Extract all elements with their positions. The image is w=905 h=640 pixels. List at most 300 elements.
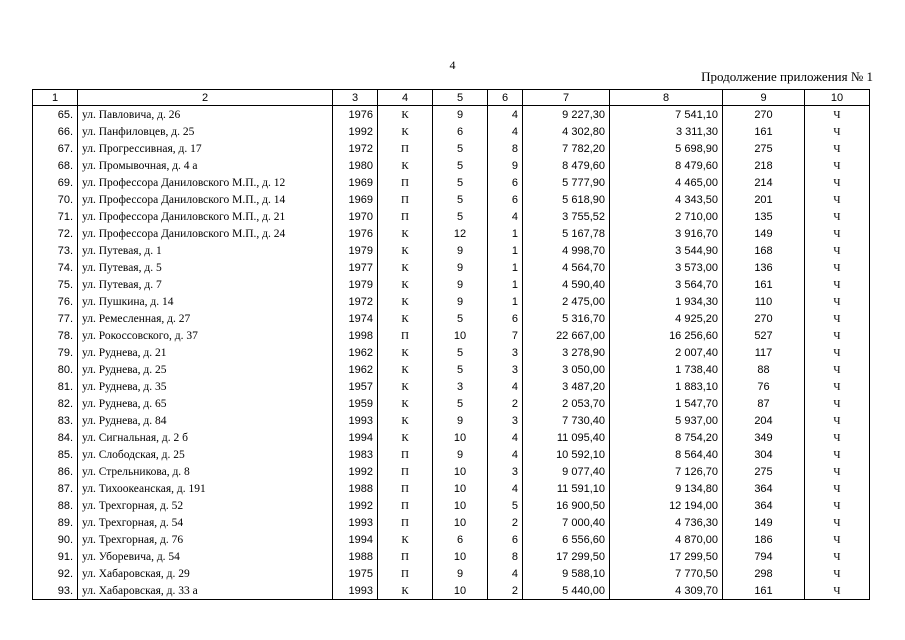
cell-row-number: 74. [33, 259, 78, 276]
column-header: 2 [78, 90, 333, 106]
cell-row-number: 77. [33, 310, 78, 327]
cell-total-area: 4 302,80 [523, 123, 610, 140]
cell-total-area: 7 782,20 [523, 140, 610, 157]
cell-total-area: 3 487,20 [523, 378, 610, 395]
table-row [33, 259, 870, 276]
cell-year-built: 1972 [333, 140, 378, 157]
cell-row-number: 91. [33, 548, 78, 565]
cell-floors: 10 [433, 463, 488, 480]
cell-total-area: 17 299,50 [523, 548, 610, 565]
cell-living-area: 3 544,90 [610, 242, 723, 259]
table-row [33, 361, 870, 378]
cell-total-area: 4 998,70 [523, 242, 610, 259]
cell-entrances: 4 [488, 123, 523, 140]
cell-row-number: 82. [33, 395, 78, 412]
cell-wall-material: К [378, 225, 433, 242]
cell-living-area: 7 126,70 [610, 463, 723, 480]
column-header: 3 [333, 90, 378, 106]
cell-ownership-type: Ч [805, 480, 870, 497]
cell-floors: 10 [433, 480, 488, 497]
cell-ownership-type: Ч [805, 123, 870, 140]
table-row [33, 565, 870, 582]
cell-residents: 149 [723, 225, 805, 242]
cell-living-area: 8 479,60 [610, 157, 723, 174]
cell-wall-material: П [378, 548, 433, 565]
cell-floors: 5 [433, 174, 488, 191]
cell-entrances: 4 [488, 429, 523, 446]
cell-address: ул. Руднева, д. 65 [78, 395, 333, 412]
cell-wall-material: К [378, 276, 433, 293]
cell-entrances: 2 [488, 395, 523, 412]
cell-living-area: 4 465,00 [610, 174, 723, 191]
cell-residents: 88 [723, 361, 805, 378]
cell-address: ул. Пушкина, д. 14 [78, 293, 333, 310]
table-row [33, 531, 870, 548]
cell-wall-material: К [378, 293, 433, 310]
cell-wall-material: К [378, 412, 433, 429]
cell-ownership-type: Ч [805, 412, 870, 429]
cell-ownership-type: Ч [805, 531, 870, 548]
cell-year-built: 1998 [333, 327, 378, 344]
cell-year-built: 1972 [333, 293, 378, 310]
cell-entrances: 1 [488, 259, 523, 276]
table-row [33, 412, 870, 429]
cell-total-area: 11 095,40 [523, 429, 610, 446]
table-row [33, 106, 870, 124]
cell-wall-material: К [378, 361, 433, 378]
cell-wall-material: П [378, 208, 433, 225]
cell-row-number: 76. [33, 293, 78, 310]
cell-wall-material: П [378, 327, 433, 344]
cell-row-number: 70. [33, 191, 78, 208]
cell-residents: 201 [723, 191, 805, 208]
table-row [33, 548, 870, 565]
column-header: 6 [488, 90, 523, 106]
cell-wall-material: К [378, 106, 433, 124]
cell-floors: 5 [433, 191, 488, 208]
cell-row-number: 81. [33, 378, 78, 395]
cell-row-number: 87. [33, 480, 78, 497]
cell-living-area: 1 934,30 [610, 293, 723, 310]
cell-year-built: 1969 [333, 174, 378, 191]
column-header: 1 [33, 90, 78, 106]
cell-ownership-type: Ч [805, 378, 870, 395]
cell-wall-material: К [378, 344, 433, 361]
cell-residents: 149 [723, 514, 805, 531]
cell-total-area: 3 050,00 [523, 361, 610, 378]
cell-address: ул. Хабаровская, д. 33 а [78, 582, 333, 600]
cell-row-number: 72. [33, 225, 78, 242]
table-row [33, 463, 870, 480]
cell-living-area: 1 547,70 [610, 395, 723, 412]
table-row [33, 480, 870, 497]
cell-floors: 5 [433, 395, 488, 412]
cell-total-area: 8 479,60 [523, 157, 610, 174]
cell-ownership-type: Ч [805, 225, 870, 242]
cell-residents: 204 [723, 412, 805, 429]
cell-total-area: 9 077,40 [523, 463, 610, 480]
cell-year-built: 1959 [333, 395, 378, 412]
cell-wall-material: К [378, 582, 433, 600]
cell-row-number: 86. [33, 463, 78, 480]
cell-row-number: 92. [33, 565, 78, 582]
cell-year-built: 1962 [333, 344, 378, 361]
column-header: 5 [433, 90, 488, 106]
cell-residents: 364 [723, 497, 805, 514]
cell-living-area: 4 736,30 [610, 514, 723, 531]
cell-total-area: 5 316,70 [523, 310, 610, 327]
cell-address: ул. Путевая, д. 5 [78, 259, 333, 276]
cell-row-number: 93. [33, 582, 78, 600]
cell-floors: 10 [433, 497, 488, 514]
cell-total-area: 6 556,60 [523, 531, 610, 548]
cell-entrances: 4 [488, 208, 523, 225]
cell-total-area: 3 278,90 [523, 344, 610, 361]
cell-address: ул. Профессора Даниловского М.П., д. 21 [78, 208, 333, 225]
cell-wall-material: К [378, 395, 433, 412]
cell-row-number: 67. [33, 140, 78, 157]
cell-total-area: 2 475,00 [523, 293, 610, 310]
table-row [33, 310, 870, 327]
table-row [33, 344, 870, 361]
cell-living-area: 8 564,40 [610, 446, 723, 463]
cell-row-number: 88. [33, 497, 78, 514]
cell-total-area: 5 167,78 [523, 225, 610, 242]
cell-entrances: 6 [488, 531, 523, 548]
table-row [33, 140, 870, 157]
cell-wall-material: П [378, 463, 433, 480]
cell-total-area: 2 053,70 [523, 395, 610, 412]
cell-wall-material: К [378, 378, 433, 395]
cell-wall-material: К [378, 123, 433, 140]
cell-total-area: 5 777,90 [523, 174, 610, 191]
table-row [33, 191, 870, 208]
cell-living-area: 7 770,50 [610, 565, 723, 582]
cell-living-area: 5 937,00 [610, 412, 723, 429]
cell-residents: 364 [723, 480, 805, 497]
cell-residents: 168 [723, 242, 805, 259]
cell-residents: 135 [723, 208, 805, 225]
cell-total-area: 3 755,52 [523, 208, 610, 225]
cell-living-area: 9 134,80 [610, 480, 723, 497]
cell-living-area: 4 925,20 [610, 310, 723, 327]
cell-address: ул. Панфиловцев, д. 25 [78, 123, 333, 140]
cell-entrances: 2 [488, 582, 523, 600]
cell-ownership-type: Ч [805, 327, 870, 344]
cell-living-area: 1 883,10 [610, 378, 723, 395]
cell-wall-material: П [378, 480, 433, 497]
cell-floors: 10 [433, 514, 488, 531]
cell-residents: 161 [723, 123, 805, 140]
cell-ownership-type: Ч [805, 140, 870, 157]
cell-ownership-type: Ч [805, 395, 870, 412]
cell-wall-material: К [378, 429, 433, 446]
cell-wall-material: К [378, 531, 433, 548]
cell-entrances: 9 [488, 157, 523, 174]
cell-residents: 161 [723, 276, 805, 293]
cell-entrances: 6 [488, 191, 523, 208]
cell-wall-material: П [378, 514, 433, 531]
cell-ownership-type: Ч [805, 191, 870, 208]
cell-floors: 10 [433, 429, 488, 446]
cell-row-number: 89. [33, 514, 78, 531]
continuation-label: Продолжение приложения № 1 [701, 69, 873, 84]
cell-year-built: 1976 [333, 106, 378, 124]
cell-entrances: 8 [488, 548, 523, 565]
cell-address: ул. Руднева, д. 84 [78, 412, 333, 429]
cell-floors: 5 [433, 208, 488, 225]
cell-ownership-type: Ч [805, 157, 870, 174]
cell-year-built: 1992 [333, 123, 378, 140]
cell-year-built: 1974 [333, 310, 378, 327]
cell-residents: 136 [723, 259, 805, 276]
cell-entrances: 6 [488, 174, 523, 191]
cell-year-built: 1983 [333, 446, 378, 463]
cell-ownership-type: Ч [805, 242, 870, 259]
table-row [33, 429, 870, 446]
cell-entrances: 4 [488, 378, 523, 395]
cell-total-area: 4 590,40 [523, 276, 610, 293]
cell-living-area: 3 311,30 [610, 123, 723, 140]
cell-living-area: 4 343,50 [610, 191, 723, 208]
cell-address: ул. Сигнальная, д. 2 б [78, 429, 333, 446]
table-row [33, 497, 870, 514]
cell-living-area: 2 710,00 [610, 208, 723, 225]
cell-residents: 527 [723, 327, 805, 344]
cell-address: ул. Трехгорная, д. 54 [78, 514, 333, 531]
cell-address: ул. Трехгорная, д. 76 [78, 531, 333, 548]
cell-floors: 9 [433, 106, 488, 124]
cell-floors: 10 [433, 327, 488, 344]
cell-address: ул. Уборевича, д. 54 [78, 548, 333, 565]
cell-ownership-type: Ч [805, 310, 870, 327]
table-row [33, 157, 870, 174]
table-row [33, 293, 870, 310]
cell-residents: 298 [723, 565, 805, 582]
cell-address: ул. Тихоокеанская, д. 191 [78, 480, 333, 497]
cell-residents: 214 [723, 174, 805, 191]
cell-total-area: 9 588,10 [523, 565, 610, 582]
cell-total-area: 9 227,30 [523, 106, 610, 124]
cell-address: ул. Профессора Даниловского М.П., д. 24 [78, 225, 333, 242]
cell-row-number: 79. [33, 344, 78, 361]
cell-total-area: 4 564,70 [523, 259, 610, 276]
cell-floors: 5 [433, 157, 488, 174]
cell-address: ул. Рокоссовского, д. 37 [78, 327, 333, 344]
cell-floors: 9 [433, 412, 488, 429]
cell-row-number: 90. [33, 531, 78, 548]
cell-row-number: 75. [33, 276, 78, 293]
cell-row-number: 68. [33, 157, 78, 174]
column-header: 9 [723, 90, 805, 106]
cell-residents: 304 [723, 446, 805, 463]
cell-ownership-type: Ч [805, 361, 870, 378]
cell-year-built: 1975 [333, 565, 378, 582]
cell-entrances: 4 [488, 480, 523, 497]
table-row [33, 123, 870, 140]
table-row [33, 514, 870, 531]
cell-ownership-type: Ч [805, 429, 870, 446]
cell-floors: 5 [433, 310, 488, 327]
cell-wall-material: К [378, 310, 433, 327]
cell-address: ул. Прогрессивная, д. 17 [78, 140, 333, 157]
cell-address: ул. Ремесленная, д. 27 [78, 310, 333, 327]
cell-ownership-type: Ч [805, 548, 870, 565]
cell-floors: 5 [433, 140, 488, 157]
column-header: 8 [610, 90, 723, 106]
table-row [33, 378, 870, 395]
cell-residents: 270 [723, 106, 805, 124]
table-body [33, 106, 870, 600]
cell-living-area: 3 564,70 [610, 276, 723, 293]
cell-year-built: 1962 [333, 361, 378, 378]
cell-entrances: 3 [488, 412, 523, 429]
cell-entrances: 1 [488, 293, 523, 310]
cell-total-area: 11 591,10 [523, 480, 610, 497]
column-header: 10 [805, 90, 870, 106]
cell-ownership-type: Ч [805, 344, 870, 361]
cell-entrances: 1 [488, 242, 523, 259]
cell-row-number: 73. [33, 242, 78, 259]
cell-residents: 275 [723, 463, 805, 480]
cell-wall-material: П [378, 174, 433, 191]
cell-wall-material: П [378, 565, 433, 582]
cell-address: ул. Руднева, д. 21 [78, 344, 333, 361]
cell-residents: 161 [723, 582, 805, 600]
cell-address: ул. Руднева, д. 35 [78, 378, 333, 395]
cell-floors: 9 [433, 565, 488, 582]
cell-ownership-type: Ч [805, 259, 870, 276]
cell-entrances: 1 [488, 225, 523, 242]
cell-floors: 3 [433, 378, 488, 395]
cell-year-built: 1988 [333, 480, 378, 497]
column-header: 7 [523, 90, 610, 106]
cell-total-area: 22 667,00 [523, 327, 610, 344]
table-row [33, 225, 870, 242]
cell-wall-material: К [378, 157, 433, 174]
cell-address: ул. Промывочная, д. 4 а [78, 157, 333, 174]
cell-row-number: 65. [33, 106, 78, 124]
cell-address: ул. Хабаровская, д. 29 [78, 565, 333, 582]
cell-living-area: 4 309,70 [610, 582, 723, 600]
cell-living-area: 17 299,50 [610, 548, 723, 565]
cell-floors: 9 [433, 259, 488, 276]
cell-living-area: 8 754,20 [610, 429, 723, 446]
cell-year-built: 1992 [333, 463, 378, 480]
cell-year-built: 1969 [333, 191, 378, 208]
cell-entrances: 3 [488, 361, 523, 378]
cell-address: ул. Профессора Даниловского М.П., д. 14 [78, 191, 333, 208]
cell-floors: 12 [433, 225, 488, 242]
cell-ownership-type: Ч [805, 582, 870, 600]
cell-wall-material: П [378, 446, 433, 463]
cell-year-built: 1979 [333, 242, 378, 259]
cell-row-number: 84. [33, 429, 78, 446]
cell-floors: 6 [433, 531, 488, 548]
cell-residents: 794 [723, 548, 805, 565]
cell-entrances: 3 [488, 463, 523, 480]
cell-row-number: 80. [33, 361, 78, 378]
cell-address: ул. Путевая, д. 7 [78, 276, 333, 293]
table-row [33, 174, 870, 191]
cell-residents: 270 [723, 310, 805, 327]
cell-year-built: 1970 [333, 208, 378, 225]
cell-living-area: 2 007,40 [610, 344, 723, 361]
cell-row-number: 66. [33, 123, 78, 140]
cell-entrances: 6 [488, 310, 523, 327]
cell-ownership-type: Ч [805, 106, 870, 124]
table-row [33, 582, 870, 600]
cell-total-area: 7 000,40 [523, 514, 610, 531]
cell-year-built: 1988 [333, 548, 378, 565]
header-row [33, 90, 870, 106]
cell-living-area: 1 738,40 [610, 361, 723, 378]
table-row [33, 327, 870, 344]
cell-residents: 275 [723, 140, 805, 157]
cell-ownership-type: Ч [805, 293, 870, 310]
column-header: 4 [378, 90, 433, 106]
cell-address: ул. Руднева, д. 25 [78, 361, 333, 378]
cell-ownership-type: Ч [805, 208, 870, 225]
cell-residents: 186 [723, 531, 805, 548]
cell-wall-material: К [378, 259, 433, 276]
cell-total-area: 7 730,40 [523, 412, 610, 429]
cell-total-area: 16 900,50 [523, 497, 610, 514]
cell-year-built: 1993 [333, 582, 378, 600]
cell-year-built: 1957 [333, 378, 378, 395]
cell-residents: 76 [723, 378, 805, 395]
cell-residents: 110 [723, 293, 805, 310]
cell-address: ул. Путевая, д. 1 [78, 242, 333, 259]
cell-year-built: 1993 [333, 412, 378, 429]
cell-floors: 9 [433, 276, 488, 293]
cell-year-built: 1979 [333, 276, 378, 293]
housing-registry-table [32, 89, 870, 600]
cell-year-built: 1994 [333, 531, 378, 548]
cell-ownership-type: Ч [805, 463, 870, 480]
page-number: 4 [449, 58, 456, 72]
cell-residents: 349 [723, 429, 805, 446]
cell-entrances: 8 [488, 140, 523, 157]
cell-floors: 9 [433, 446, 488, 463]
cell-residents: 117 [723, 344, 805, 361]
cell-living-area: 3 573,00 [610, 259, 723, 276]
cell-floors: 9 [433, 242, 488, 259]
cell-entrances: 4 [488, 565, 523, 582]
cell-address: ул. Павловича, д. 26 [78, 106, 333, 124]
cell-floors: 10 [433, 548, 488, 565]
cell-total-area: 5 618,90 [523, 191, 610, 208]
cell-floors: 9 [433, 293, 488, 310]
cell-row-number: 83. [33, 412, 78, 429]
cell-living-area: 12 194,00 [610, 497, 723, 514]
cell-address: ул. Стрельникова, д. 8 [78, 463, 333, 480]
table-row [33, 208, 870, 225]
cell-year-built: 1977 [333, 259, 378, 276]
cell-year-built: 1992 [333, 497, 378, 514]
cell-ownership-type: Ч [805, 497, 870, 514]
cell-year-built: 1994 [333, 429, 378, 446]
cell-row-number: 71. [33, 208, 78, 225]
cell-entrances: 4 [488, 446, 523, 463]
cell-residents: 87 [723, 395, 805, 412]
cell-year-built: 1993 [333, 514, 378, 531]
cell-floors: 10 [433, 582, 488, 600]
cell-ownership-type: Ч [805, 446, 870, 463]
cell-row-number: 69. [33, 174, 78, 191]
cell-entrances: 7 [488, 327, 523, 344]
cell-address: ул. Профессора Даниловского М.П., д. 12 [78, 174, 333, 191]
